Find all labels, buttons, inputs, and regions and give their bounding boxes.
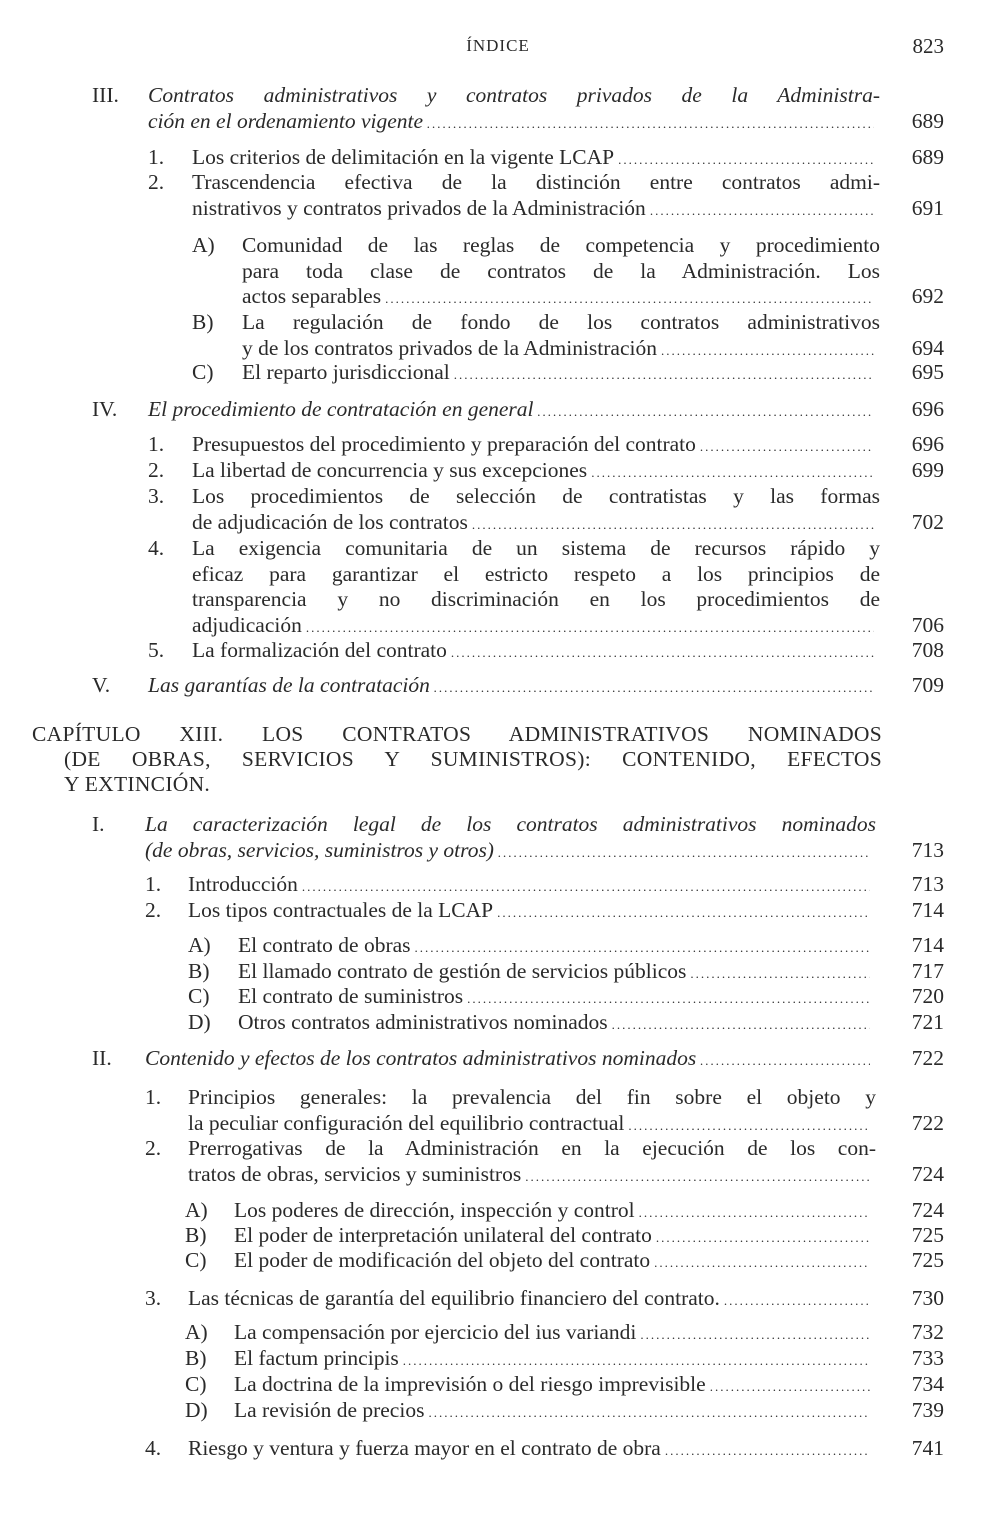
toc-entry-title (192, 536, 880, 640)
toc-entry-title (192, 484, 880, 537)
dot-leader (612, 1012, 870, 1038)
toc-entry-title-line: La exigencia comunitaria de un sistema de recursos rápido y (192, 536, 880, 560)
toc-entry-page: 713 (911, 872, 944, 896)
toc-entry-page: 714 (911, 933, 944, 957)
toc-entry-title-text: ción en el ordenamiento vigente (148, 108, 424, 133)
toc-entry-title-line: Los procedimientos de selección de contratistas y las formas (192, 484, 880, 508)
dot-leader (628, 1113, 870, 1139)
toc-entry-title (192, 432, 880, 460)
toc-entry-title-line (242, 284, 880, 312)
toc-entry-title-text: y de los contratos privados de la Administración (242, 335, 657, 360)
toc-entry-title (192, 638, 880, 666)
toc-entry-number: C) (188, 984, 210, 1008)
toc-entry-number: B) (188, 959, 210, 983)
toc-entry-title-line (238, 933, 876, 961)
dot-leader (654, 1250, 870, 1276)
toc-entry-title (238, 1010, 876, 1038)
toc-entry[interactable] (0, 484, 996, 535)
toc-entry-title (192, 145, 880, 173)
toc-entry[interactable] (0, 933, 996, 959)
toc-entry-number: 1. (145, 1085, 162, 1109)
toc-entry-title-line (234, 1248, 876, 1276)
chapter-heading-line: Y EXTINCIÓN. (64, 772, 211, 796)
toc-entry-page: 714 (911, 898, 944, 922)
toc-entry[interactable] (0, 536, 996, 638)
toc-entry-title-text: El contrato de obras (238, 933, 411, 957)
toc-entry-number: A) (185, 1320, 208, 1344)
toc-entry-title (242, 310, 880, 363)
toc-entry-title (188, 872, 876, 900)
toc-entry-title-line (234, 1320, 876, 1348)
toc-entry-page: 717 (911, 959, 944, 983)
toc-entry-title (145, 812, 876, 865)
toc-entry-number: 1. (145, 872, 162, 896)
toc-entry[interactable] (0, 1286, 996, 1312)
dot-leader (639, 1200, 870, 1226)
toc-entry-title (192, 458, 880, 486)
toc-entry-title-line (242, 336, 880, 364)
toc-entry-title-text: El contrato de suministros (238, 984, 464, 1008)
dot-leader (451, 640, 874, 666)
toc-entry-title-text: La doctrina de la imprevisión o del riesgo imprevisible (234, 1372, 706, 1396)
toc-entry-title-text: Riesgo y ventura y fuerza mayor en el contrato de obra (188, 1436, 661, 1460)
toc-entry-number: 2. (148, 170, 165, 194)
toc-entry[interactable] (0, 233, 996, 310)
toc-entry-number: B) (185, 1346, 207, 1370)
dot-leader (472, 512, 874, 538)
toc-entry[interactable] (0, 1010, 996, 1036)
toc-entry-title-line: para toda clase de contratos de la Administración. Los (242, 258, 880, 283)
toc-entry-page: 722 (911, 1046, 944, 1070)
toc-entry-title-text: El poder de interpretación unilateral del contrato (234, 1223, 652, 1247)
toc-entry-page: 733 (911, 1346, 944, 1370)
toc-entry[interactable] (0, 1085, 996, 1136)
toc-entry-page: 721 (911, 1010, 944, 1034)
toc-entry-title (188, 1286, 876, 1314)
toc-entry[interactable] (0, 1372, 996, 1398)
toc-entry-title (188, 1436, 876, 1464)
toc-entry[interactable] (0, 898, 996, 924)
toc-entry-title-line: Principios generales: la prevalencia del fin sobre el objeto y (188, 1085, 876, 1109)
toc-entry-number: D) (188, 1010, 211, 1034)
dot-leader (700, 1048, 870, 1074)
toc-entry-title-line: Contratos administrativos y contratos privados de la Administra- (148, 83, 880, 107)
dot-leader (385, 286, 874, 312)
toc-entry-page: 699 (911, 458, 944, 482)
toc-entry-title (148, 673, 880, 701)
toc-entry[interactable] (0, 1346, 996, 1372)
toc-entry-title-line: Comunidad de las reglas de competencia y procedimiento (242, 233, 880, 257)
toc-entry-number: B) (185, 1223, 207, 1247)
toc-entry-page: 709 (911, 673, 944, 697)
toc-entry-page: 722 (911, 1110, 944, 1135)
page-number: 823 (912, 34, 944, 58)
dot-leader (650, 198, 874, 224)
toc-entry-number: C) (185, 1248, 207, 1272)
dot-leader (467, 986, 870, 1012)
toc-entry[interactable] (0, 397, 996, 423)
dot-leader (618, 147, 874, 173)
toc-entry-title-text: Los criterios de delimitación en la vigente LCAP (192, 145, 615, 169)
toc-entry-title (188, 1136, 876, 1189)
toc-entry-title-line (192, 196, 880, 224)
dot-leader (302, 874, 870, 900)
toc-entry-title-line: Trascendencia efectiva de la distinción entre contratos admi- (192, 170, 880, 194)
dot-leader (525, 1164, 870, 1190)
toc-entry-title (188, 1085, 876, 1138)
toc-entry-page: 730 (911, 1286, 944, 1310)
toc-entry-title (234, 1372, 876, 1400)
dot-leader (640, 1322, 870, 1348)
toc-entry[interactable] (0, 1046, 996, 1072)
toc-entry-number: A) (188, 933, 211, 957)
toc-entry[interactable] (0, 360, 996, 386)
toc-entry[interactable] (0, 812, 996, 863)
toc-entry[interactable] (0, 1398, 996, 1424)
toc-entry-title-text: de adjudicación de los contratos (192, 509, 468, 534)
toc-entry-title-line (145, 1046, 876, 1074)
toc-entry-title-line (238, 959, 876, 987)
toc-entry-title-line (234, 1346, 876, 1374)
toc-entry-title-line (192, 432, 880, 460)
toc-entry-title (234, 1223, 876, 1251)
toc-entry-title-text: adjudicación (192, 612, 302, 637)
toc-entry-title-line (192, 458, 880, 486)
toc-entry-number: A) (192, 233, 215, 257)
dot-leader (498, 840, 870, 866)
toc-entry-title-line (188, 872, 876, 900)
toc-entry-title-line: La caracterización legal de los contratos administrativos nominados (145, 812, 876, 836)
toc-entry-page: 694 (911, 335, 944, 360)
toc-entry[interactable] (0, 872, 996, 898)
toc-entry-title-line (242, 360, 880, 388)
toc-entry[interactable] (0, 959, 996, 985)
toc-entry-number: III. (92, 83, 119, 107)
toc-entry-title-line (234, 1398, 876, 1426)
toc-entry-title (242, 360, 880, 388)
toc-entry-page: 720 (911, 984, 944, 1008)
toc-entry-title (148, 83, 880, 136)
toc-entry-title-text: La libertad de concurrencia y sus excepciones (192, 458, 588, 482)
toc-entry-title-line (148, 397, 880, 425)
dot-leader (690, 961, 870, 987)
toc-entry-title (238, 984, 876, 1012)
dot-leader (403, 1348, 870, 1374)
toc-entry-page: 713 (911, 837, 944, 862)
toc-entry-number: C) (185, 1372, 207, 1396)
toc-entry-title-text: Los poderes de dirección, inspección y control (234, 1198, 635, 1222)
toc-entry-number: 1. (148, 432, 165, 456)
toc-entry-title (148, 397, 880, 425)
dot-leader (306, 615, 874, 641)
toc-entry-title (234, 1198, 876, 1226)
toc-entry-title-line (192, 510, 880, 538)
toc-entry-title (234, 1320, 876, 1348)
dot-leader (434, 675, 874, 701)
toc-entry-page: 739 (911, 1398, 944, 1422)
dot-leader (427, 111, 874, 137)
toc-entry-number: 2. (145, 898, 162, 922)
toc-entry-title-line (148, 109, 880, 137)
toc-entry-title-text: Introducción (188, 872, 298, 896)
toc-entry[interactable] (0, 1198, 996, 1224)
toc-entry-number: IV. (92, 397, 118, 421)
toc-entry-number: 2. (145, 1136, 162, 1160)
toc-entry-number: 1. (148, 145, 165, 169)
toc-entry[interactable] (0, 984, 996, 1010)
toc-entry-title (192, 170, 880, 223)
toc-entry-title-text: La formalización del contrato (192, 638, 447, 662)
toc-entry-title-line (234, 1198, 876, 1226)
toc-entry[interactable] (0, 145, 996, 171)
toc-entry-title-line (188, 1111, 876, 1139)
toc-entry[interactable] (0, 458, 996, 484)
toc-entry-number: 3. (148, 484, 165, 508)
toc-entry-title-line (192, 613, 880, 641)
toc-entry-title-line: eficaz para garantizar el estricto respeto a los principios de (192, 561, 880, 586)
toc-entry-title (242, 233, 880, 312)
toc-entry-number: B) (192, 310, 214, 334)
toc-entry-title-line (234, 1372, 876, 1400)
dot-leader (591, 460, 874, 486)
toc-entry-page: 724 (911, 1198, 944, 1222)
toc-entry[interactable] (0, 1223, 996, 1249)
toc-entry[interactable] (0, 310, 996, 361)
chapter-heading-line: (DE OBRAS, SERVICIOS Y SUMINISTROS): CONTENIDO, EFECTOS (64, 747, 882, 771)
toc-entry-title-line: transparencia y no discriminación en los procedimientos de (192, 587, 880, 611)
toc-entry-page: 724 (911, 1161, 944, 1186)
dot-leader (700, 434, 874, 460)
toc-entry[interactable] (0, 673, 996, 699)
toc-entry-page: 734 (911, 1372, 944, 1396)
toc-entry[interactable] (0, 432, 996, 458)
toc-entry-page: 741 (911, 1436, 944, 1460)
toc-entry[interactable] (0, 1136, 996, 1187)
toc-entry-title-text: La revisión de precios (234, 1398, 425, 1422)
dot-leader (710, 1374, 870, 1400)
toc-entry[interactable] (0, 83, 996, 134)
toc-entry-title-text: actos separables (242, 284, 382, 308)
toc-entry-number: I. (92, 812, 105, 836)
toc-entry-title-text: Otros contratos administrativos nominados (238, 1010, 608, 1034)
toc-entry-number: 4. (145, 1436, 162, 1460)
toc-entry-title-line (188, 898, 876, 926)
toc-entry-page: 708 (911, 638, 944, 662)
toc-entry-title (234, 1398, 876, 1426)
toc-entry-number: V. (92, 673, 111, 697)
toc-entry-title-text: El procedimiento de contratación en general (148, 397, 534, 421)
chapter-heading-line: CAPÍTULO XIII. LOS CONTRATOS ADMINISTRATIVOS NOMINADOS (32, 722, 882, 746)
toc-entry-number: A) (185, 1198, 208, 1222)
toc-entry-page: 725 (911, 1248, 944, 1272)
toc-entry-title (234, 1346, 876, 1374)
toc-entry-title-text: Presupuestos del procedimiento y preparación del contrato (192, 432, 696, 456)
toc-entry-page: 695 (911, 360, 944, 384)
toc-entry[interactable] (0, 1248, 996, 1274)
toc-entry[interactable] (0, 1436, 996, 1462)
toc-entry-title-text: Las garantías de la contratación (148, 673, 430, 697)
toc-entry-title-text: Los tipos contractuales de la LCAP (188, 898, 494, 922)
toc-entry-title-text: (de obras, servicios, suministros y otros) (145, 837, 494, 862)
toc-entry-title-line: Prerrogativas de la Administración en la ejecución de los con- (188, 1136, 876, 1160)
toc-entry-number: 4. (148, 536, 165, 560)
toc-entry-page: 696 (911, 397, 944, 421)
dot-leader (454, 362, 874, 388)
toc-entry-title-line (188, 1162, 876, 1190)
toc-entry-title-text: tratos de obras, servicios y suministros (188, 1161, 522, 1186)
toc-entry-title-text: Contenido y efectos de los contratos administrativos nominados (145, 1046, 697, 1070)
toc-entry-title (234, 1248, 876, 1276)
toc-entry-title-line: La regulación de fondo de los contratos administrativos (242, 310, 880, 334)
toc-entry-title (238, 959, 876, 987)
toc-entry-page: 691 (911, 195, 944, 220)
toc-entry-title-line (234, 1223, 876, 1251)
toc-entry-title-line (238, 984, 876, 1012)
running-header-title: ÍNDICE (466, 36, 530, 55)
toc-entry-title-text: El reparto jurisdiccional (242, 360, 450, 384)
toc-entry-page: 725 (911, 1223, 944, 1247)
toc-entry-title-text: El factum principis (234, 1346, 399, 1370)
toc-entry-number: C) (192, 360, 214, 384)
dot-leader (497, 900, 870, 926)
toc-entry[interactable] (0, 1320, 996, 1346)
toc-entry-number: D) (185, 1398, 208, 1422)
toc-entry-title-line (148, 673, 880, 701)
toc-entry-page: 689 (911, 145, 944, 169)
toc-entry-title-line (192, 638, 880, 666)
toc-entry-title-line (238, 1010, 876, 1038)
toc-entry-page: 689 (911, 108, 944, 133)
toc-entry-title (145, 1046, 876, 1074)
dot-leader (538, 399, 874, 425)
toc-entry-number: 5. (148, 638, 165, 662)
toc-entry-title (238, 933, 876, 961)
toc-entry-page: 732 (911, 1320, 944, 1344)
dot-leader (665, 1438, 870, 1464)
toc-entry-number: 2. (148, 458, 165, 482)
toc-entry-page: 702 (911, 509, 944, 534)
toc-entry-title-text: nistrativos y contratos privados de la Administración (192, 195, 646, 220)
toc-entry-title-line (145, 838, 876, 866)
toc-entry-page: 706 (911, 612, 944, 637)
dot-leader (415, 935, 870, 961)
toc-entry-title-text: Las técnicas de garantía del equilibrio financiero del contrato. (188, 1286, 720, 1310)
toc-entry-title-line (188, 1286, 876, 1314)
toc-entry-title-text: la peculiar configuración del equilibrio contractual (188, 1110, 625, 1135)
toc-entry-title-text: La compensación por ejercicio del ius variandi (234, 1320, 637, 1344)
toc-entry-title-text: El poder de modificación del objeto del contrato (234, 1248, 651, 1272)
toc-entry-number: II. (92, 1046, 112, 1070)
toc-entry[interactable] (0, 638, 996, 664)
toc-entry-title-line (192, 145, 880, 173)
dot-leader (428, 1400, 870, 1426)
toc-entry-title-text: El llamado contrato de gestión de servicios públicos (238, 959, 687, 983)
toc-entry-number: 3. (145, 1286, 162, 1310)
dot-leader (656, 1225, 870, 1251)
dot-leader (724, 1288, 870, 1314)
toc-entry[interactable] (0, 170, 996, 221)
toc-entry-title-line (188, 1436, 876, 1464)
toc-entry-page: 696 (911, 432, 944, 456)
toc-entry-page: 692 (911, 284, 944, 308)
toc-entry-title (188, 898, 876, 926)
